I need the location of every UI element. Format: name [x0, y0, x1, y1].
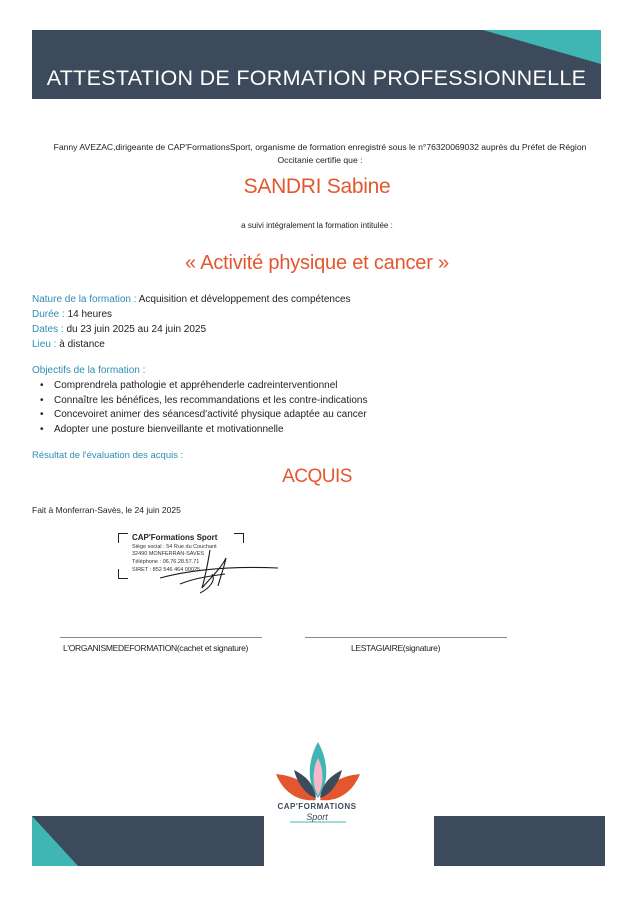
objective-item: • Concevoiret animer des séancesd'activité physique adaptée au cancer	[40, 408, 368, 423]
organisme-signature-label: L'ORGANISMEDEFORMATION(cachet et signature)	[63, 643, 249, 653]
stamp-city: 32490 MONFERRAN-SAVES	[132, 551, 205, 557]
duree-value: 14 heures	[64, 309, 113, 320]
objective-item: • Comprendrela pathologie et appréhenderle cadreinterventionnel	[40, 379, 368, 394]
objectives-list	[40, 379, 368, 437]
lieu-row	[32, 337, 351, 352]
objective-item: • Connaître les bénéfices, les recommandations et les contre-indications	[40, 394, 368, 409]
stamp-corner	[234, 533, 244, 543]
handwritten-signature	[140, 548, 280, 598]
lieu-value: à distance	[56, 339, 105, 350]
followed-statement: a suivi intégralement la formation intitulée :	[241, 221, 393, 230]
training-details	[32, 292, 351, 352]
stamp-company-name: CAP'Formations Sport	[132, 533, 218, 542]
header-accent	[483, 30, 601, 64]
certification-statement: Fanny AVEZAC,dirigeante de CAP'FormationsSport, organisme de formation enregistré sous le n°76320069032 auprès du Préfet de Région Occitanie certifie que :	[53, 142, 587, 165]
evaluation-result: ACQUIS	[282, 466, 352, 487]
trainee-name: SANDRI Sabine	[243, 175, 391, 198]
lieu-label: Lieu :	[32, 339, 57, 350]
dates-value: du 23 juin 2025 au 24 juin 2025	[63, 324, 207, 335]
stamp-phone: Téléphone : 06.76.28.57.71	[132, 559, 200, 565]
dates-row	[32, 322, 351, 337]
logo-sport-text: Sport	[306, 812, 328, 822]
logo-brand-text: CAP'FORMATIONS	[277, 802, 357, 811]
organisme-signature-line	[60, 637, 262, 638]
duree-row	[32, 307, 351, 322]
stamp-siret: SIRET : 852 546 464 00025	[132, 567, 201, 573]
evaluation-title: Résultat de l'évaluation des acquis :	[32, 450, 184, 461]
place-date: Fait à Monferran-Savès, le 24 juin 2025	[32, 505, 181, 515]
dates-label: Dates :	[32, 324, 64, 335]
stagiaire-signature-label: LESTAGIAIRE(signature)	[351, 643, 441, 653]
objective-item: • Adopter une posture bienveillante et motivationnelle	[40, 423, 368, 438]
stamp-corner	[118, 569, 128, 579]
stamp-address: Siège social : 54 Rue du Couchant	[132, 544, 217, 550]
nature-value: Acquisition et développement des compétences	[136, 294, 351, 305]
nature-row	[32, 292, 351, 307]
footer-accent	[32, 816, 78, 866]
header-band	[32, 30, 601, 99]
stagiaire-signature-line	[305, 637, 507, 638]
nature-label: Nature de la formation :	[32, 294, 137, 305]
course-title: « Activité physique et cancer »	[185, 252, 449, 274]
objectives-title: Objectifs de la formation :	[32, 365, 146, 376]
stamp-corner	[118, 533, 128, 543]
duree-label: Durée :	[32, 309, 65, 320]
document-title: ATTESTATION DE FORMATION PROFESSIONNELLE	[46, 66, 587, 90]
